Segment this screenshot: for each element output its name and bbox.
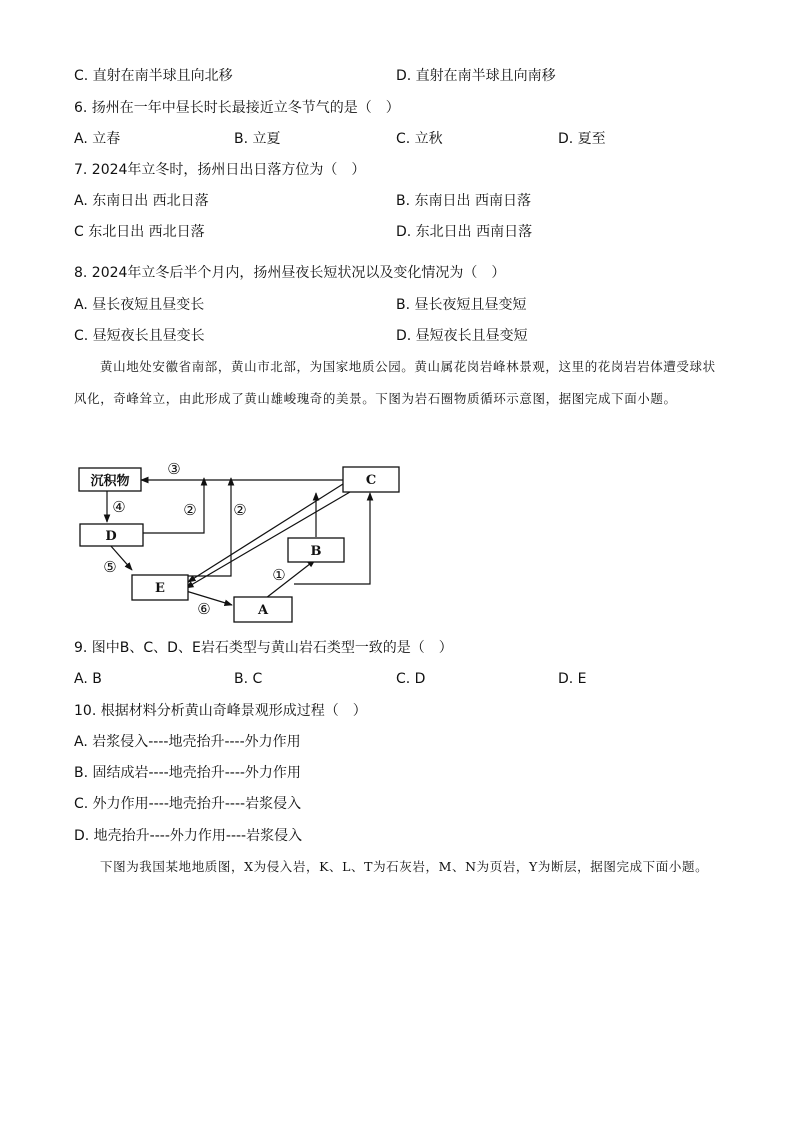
q7-stem: 7. 2024年立冬时，扬州日出日落方位为（ ）: [74, 162, 366, 178]
q7-option-a: A. 东南日出 西北日落: [74, 193, 209, 209]
passage-huangshan-text: 黄山地处安徽省南部，黄山市北部，为国家地质公园。黄山属花岗岩峰林景观，这里的花岗岩岩体遭受球状风化，奇峰耸立，由此形成了黄山雄峻瑰奇的美景。下图为岩石圈物质循环示意图，据图完成下面小题。: [74, 359, 716, 406]
q7-option-c: C 东北日出 西北日落: [74, 224, 205, 240]
label-e: E: [155, 581, 165, 596]
q7-option-b: B. 东南日出 西南日落: [396, 193, 531, 209]
q6-option-a: A. 立春: [74, 131, 121, 147]
q8-option-a: A. 昼长夜短且昼变长: [74, 297, 205, 313]
q5-option-d: D. 直射在南半球且向南移: [396, 68, 556, 84]
q8-option-c: C. 昼短夜长且昼变长: [74, 328, 205, 344]
q10-option-a: A. 岩浆侵入----地壳抬升----外力作用: [74, 734, 301, 750]
q6-option-d: D. 夏至: [558, 131, 606, 147]
rock-cycle-diagram: [74, 458, 414, 630]
passage-geologic-map-text: 下图为我国某地地质图，X为侵入岩，K、L、T为石灰岩，M、N为页岩，Y为断层，据图完成下面小题。: [100, 859, 709, 874]
arrow-label-1: ①: [272, 566, 286, 584]
q10-option-c: C. 外力作用----地壳抬升----岩浆侵入: [74, 796, 302, 812]
q5-option-c: C. 直射在南半球且向北移: [74, 68, 233, 84]
q8-stem: 8. 2024年立冬后半个月内，扬州昼夜长短状况以及变化情况为（ ）: [74, 265, 506, 281]
q9-option-a: A. B: [74, 671, 102, 687]
label-b: B: [310, 544, 322, 559]
label-d: D: [105, 529, 117, 544]
arrow-label-3: ③: [167, 460, 181, 478]
arrow-label-2a: ②: [183, 501, 197, 519]
q9-option-b: B. C: [234, 671, 263, 687]
q6-option-c: C. 立秋: [396, 131, 443, 147]
q10-option-d: D. 地壳抬升----外力作用----岩浆侵入: [74, 828, 303, 844]
arrow-label-4: ④: [112, 498, 126, 516]
q9-option-d: D. E: [558, 671, 587, 687]
q8-option-b: B. 昼长夜短且昼变短: [396, 297, 527, 313]
q7-option-d: D. 东北日出 西南日落: [396, 224, 533, 240]
q6-stem: 6. 扬州在一年中昼长时长最接近立冬节气的是（ ）: [74, 100, 400, 116]
q6-option-b: B. 立夏: [234, 131, 281, 147]
label-sediment: 沉积物: [90, 474, 130, 489]
q10-option-b: B. 固结成岩----地壳抬升----外力作用: [74, 765, 301, 781]
label-a: A: [257, 603, 269, 618]
arrow-label-5: ⑤: [103, 558, 117, 576]
q9-stem: 9. 图中B、C、D、E岩石类型与黄山岩石类型一致的是（ ）: [74, 640, 453, 656]
arrow-label-6: ⑥: [197, 600, 211, 618]
q8-option-d: D. 昼短夜长且昼变短: [396, 328, 528, 344]
q10-stem: 10. 根据材料分析黄山奇峰景观形成过程（ ）: [74, 703, 367, 719]
passage-geologic-map: [74, 851, 724, 883]
passage-huangshan: [74, 351, 724, 415]
arrow-c-to-e: [188, 484, 343, 582]
arrow-e-to-sediment: [186, 478, 231, 576]
q9-option-c: C. D: [396, 671, 426, 687]
label-c: C: [365, 473, 377, 488]
arrow-label-2b: ②: [233, 501, 247, 519]
